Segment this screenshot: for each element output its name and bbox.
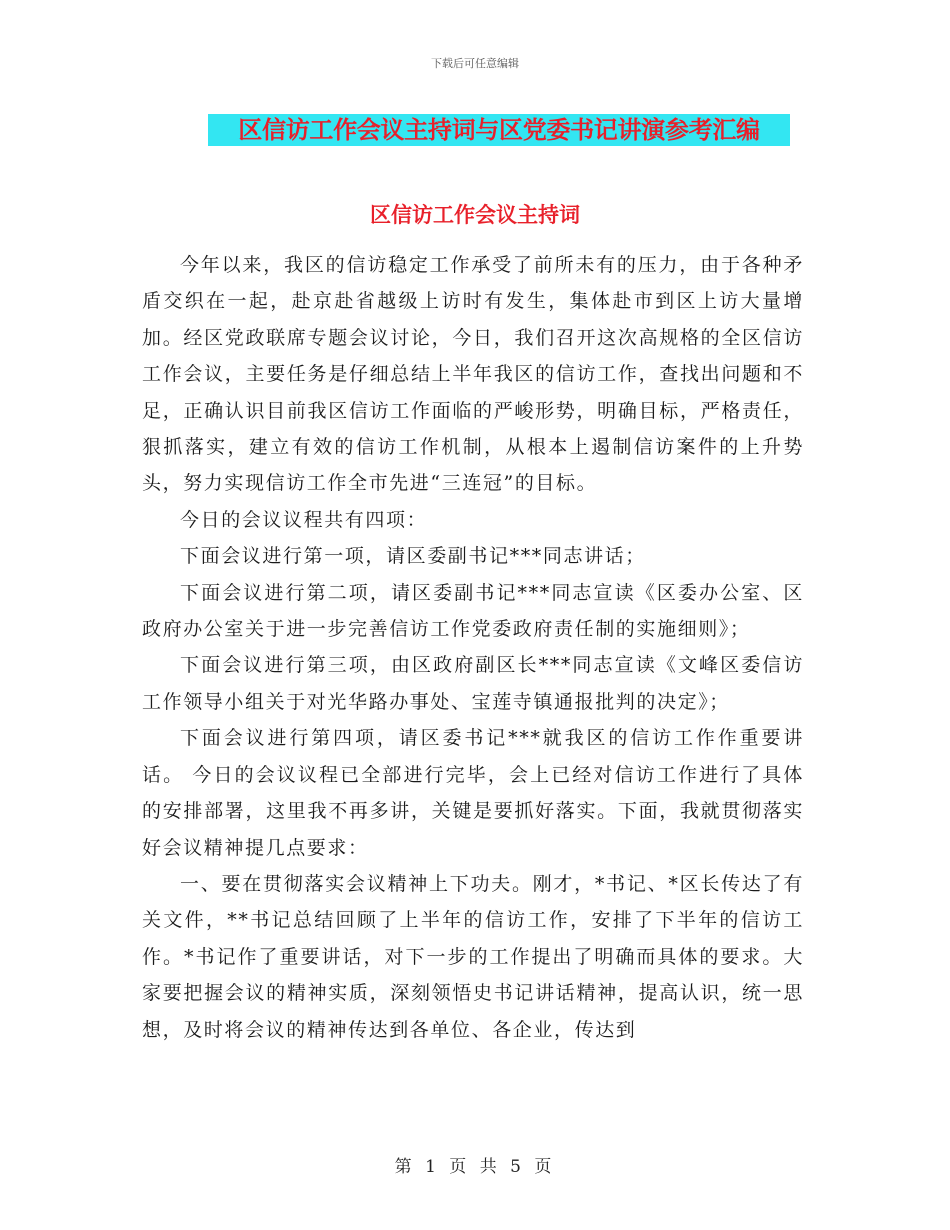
main-title: 区信访工作会议主持词与区党委书记讲演参考汇编	[238, 116, 760, 144]
paragraph: 下面会议进行第四项，请区委书记***就我区的信访工作作重要讲话。 今日的会议议程已全部进行完毕，会上已经对信访工作进行了具体的安排部署，这里我不再多讲，关键是要抓好落实。下面，我就贯彻落实好会议精神提几点要求：	[142, 727, 804, 859]
paragraph: 今日的会议议程共有四项：	[180, 508, 428, 531]
section-title: 区信访工作会议主持词	[370, 203, 580, 227]
paragraph: 今年以来，我区的信访稳定工作承受了前所未有的压力，由于各种矛盾交织在一起，赴京赴省越级上访时有发生，集体赴市到区上访大量增加。经区党政联席专题会议讨论，今日，我们召开这次高规格的全区信访工作会议，主要任务是仔细总结上半年我区的信访工作，查找出问题和不足，正确认识目前我区信访工作面临的严峻形势，明确目标，严格责任，狠抓落实，建立有效的信访工作机制，从根本上遏制信访案件的上升势头，努力实现信访工作全市先进“三连冠”的目标。	[142, 254, 804, 495]
paragraph: 一、要在贯彻落实会议精神上下功夫。刚才，*书记、*区长传达了有关文件，**书记总结回顾了上半年的信访工作，安排了下半年的信访工作。*书记作了重要讲话，对下一步的工作提出了明确而具体的要求。大家要把握会议的精神实质，深刻领悟史书记讲话精神，提高认识，统一思想，及时将会议的精神传达到各单位、各企业，传达到	[142, 872, 804, 1041]
document-body	[142, 247, 804, 1048]
header-note: 下载后可任意编辑	[431, 57, 519, 70]
page-footer: 第 1 页 共 5 页	[394, 1157, 556, 1177]
paragraph: 下面会议进行第二项，请区委副书记***同志宣读《区委办公室、区政府办公室关于进一步完善信访工作党委政府责任制的实施细则》；	[142, 581, 804, 641]
paragraph: 下面会议进行第三项，由区政府副区长***同志宣读《文峰区委信访工作领导小组关于对光华路办事处、宝莲寺镇通报批判的决定》；	[142, 654, 804, 713]
main-title-highlight	[208, 114, 790, 146]
paragraph: 下面会议进行第一项，请区委副书记***同志讲话；	[180, 545, 646, 568]
